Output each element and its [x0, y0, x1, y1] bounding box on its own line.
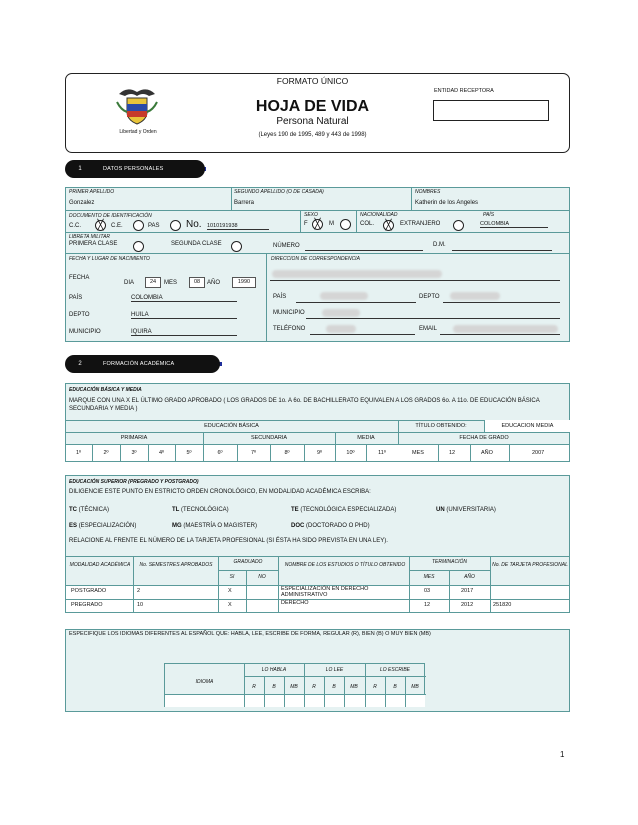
card-note: RELACIONE AL FRENTE EL NÚMERO DE LA TARJETA PROFESIONAL (SI ÉSTA HA SIDO PREVISTA EN UNA LEY).	[69, 538, 388, 544]
birth-dept-label: DEPTO	[69, 312, 90, 318]
col-terminacion: TERMINACIÓN	[432, 559, 467, 565]
mod-te-code: TE	[291, 507, 299, 513]
titulo-obtenido-label: TÍTULO OBTENIDO:	[415, 423, 467, 429]
mod-doc-code: DOC	[291, 523, 305, 529]
address-label: DIRECCION DE CORRESPONDENCIA	[271, 256, 360, 262]
higher-edu-mes-cell[interactable]: 03	[424, 588, 431, 594]
section-1-header	[65, 160, 205, 178]
lang-level-b-header: B	[272, 684, 276, 690]
first-class-label: PRIMERA CLASE	[69, 241, 118, 247]
mod-te-text: (TECNOLÓGICA ESPECIALIZADA)	[300, 507, 397, 513]
id-number-field[interactable]: 1010191938	[207, 223, 269, 230]
lang-level-mb-header: MB	[350, 684, 358, 690]
year-label: AÑO	[207, 280, 221, 286]
lang-instructions: ESPECIFIQUE LOS IDIOMAS DIFERENTES AL ESPAÑOL QUE: HABLA, LEE, ESCRIBE DE FORMA, REGULAR (R), BIEN (B) O MUY BIEN (MB)	[69, 631, 431, 637]
address-redacted	[272, 270, 442, 278]
sex-f-check-mark: ╳	[314, 219, 321, 230]
lang-level-b-header: B	[332, 684, 336, 690]
grade-cell[interactable]: 2º	[103, 450, 109, 456]
grad-ano-label: AÑO	[481, 450, 493, 456]
grad-mes-label: MES	[412, 450, 424, 456]
mod-mg-code: MG	[172, 523, 182, 529]
higher-edu-mes-cell[interactable]: 12	[424, 602, 431, 608]
entity-input[interactable]	[433, 100, 549, 121]
military-number-label: NÚMERO	[273, 243, 300, 249]
grade-cell[interactable]: 1º	[75, 450, 82, 456]
col-graduado: GRADUADO	[233, 559, 263, 565]
addr-country-label: PAÍS	[273, 294, 287, 300]
first-class-radio[interactable]	[133, 241, 144, 252]
basic-instructions: MARQUE CON UNA X EL ÚLTIMO GRADO APROBADO ( LOS GRADOS DE 1o. A 6o. DE BACHILLERATO EQUIVALEN A LOS GRADOS 6o. A 11o. DE EDUCACIÓN BÁSICA SECUNDARIA Y MEDIA )	[69, 398, 540, 412]
addr-muni-label: MUNICIPIO	[273, 310, 305, 316]
mod-tc-code: TC	[69, 507, 77, 513]
country-label: PAÍS	[483, 212, 495, 218]
entity-label: ENTIDAD RECEPTORA	[434, 88, 494, 94]
coat-of-arms-logo	[113, 82, 161, 130]
titulo-obtenido-field[interactable]: EDUCACION MEDIA	[484, 420, 570, 432]
grade-cell[interactable]: 10º	[346, 450, 355, 456]
lang-level-r-header: R	[373, 684, 377, 690]
second-surname-label: SEGUNDO APELLIDO (O DE CASADA)	[234, 189, 324, 195]
first-surname-label: PRIMER APELLIDO	[69, 189, 115, 195]
col-lo-escribe: LO ESCRIBE	[379, 667, 410, 673]
month-label: MES	[164, 280, 178, 286]
higher-edu-mod-cell[interactable]: POSTGRADO	[71, 588, 107, 594]
year-field[interactable]: 1990	[232, 277, 256, 288]
nat-ext-label: EXTRANJERO	[400, 221, 441, 227]
first-surname-field[interactable]: Gonzalez	[69, 200, 95, 206]
mod-es-text: (ESPECIALIZACIÓN)	[78, 523, 137, 529]
grade-cell[interactable]: 4º	[158, 450, 165, 456]
seal-caption: Libertad y Orden	[119, 129, 157, 135]
sup-title: EDUCACIÓN SUPERIOR (PREGRADO Y POSTGRADO)	[69, 479, 199, 485]
col-tarjeta: No. DE TARJETA PROFESIONAL	[492, 562, 568, 568]
ce-label: C.E.	[111, 223, 123, 229]
grad-ano-value[interactable]: 2007	[532, 450, 545, 456]
lang-level-mb-header: MB	[290, 684, 298, 690]
col-lo-lee: LO LEE	[325, 667, 344, 673]
birth-muni-label: MUNICIPIO	[69, 329, 101, 335]
addr-dept-label: DEPTO	[419, 294, 440, 300]
grade-cell[interactable]: 5º	[186, 450, 192, 456]
birth-country-label: PAÍS	[69, 295, 83, 301]
addr-muni-field[interactable]	[306, 318, 560, 319]
lang-level-r-header: R	[252, 684, 256, 690]
section-2-title: FORMACIÓN ACADÉMICA	[103, 361, 175, 367]
language-row-1[interactable]	[165, 695, 425, 707]
day-label: DIA	[124, 280, 135, 286]
higher-edu-sem-cell[interactable]: 2	[137, 588, 141, 594]
email-redacted	[453, 325, 558, 333]
lang-level-mb-header: MB	[411, 684, 419, 690]
col-idioma: IDIOMA	[195, 679, 214, 685]
grad-mes-value[interactable]: 12	[449, 450, 456, 456]
addr-dept-redacted	[450, 292, 500, 300]
mod-tl-code: TL	[172, 507, 180, 513]
col-no: NO	[258, 574, 266, 580]
nat-ext-radio[interactable]	[453, 220, 464, 231]
laws-note: (Leyes 190 de 1995, 489 y 443 de 1998)	[258, 132, 367, 138]
sex-m-radio[interactable]	[340, 219, 351, 230]
section-2-header	[65, 355, 220, 373]
nat-col-check-mark: ╳	[385, 220, 392, 231]
primaria-header: PRIMARIA	[120, 435, 148, 441]
higher-edu-si-cell[interactable]: X	[228, 588, 232, 594]
names-label: NOMBRES	[415, 189, 441, 195]
nationality-label: NACIONALIDAD	[360, 212, 398, 218]
mod-mg-text: (MAESTRÍA O MAGISTER)	[183, 523, 258, 529]
edu-basica-header: EDUCACIÓN BÁSICA	[204, 423, 259, 429]
phone-field[interactable]	[310, 334, 415, 335]
section-1-title: DATOS PERSONALES	[103, 166, 164, 172]
sup-instructions: DILIGENCIE ESTE PUNTO EN ESTRICTO ORDEN CRONOLÓGICO, EN MODALIDAD ACADÉMICA ESCRIBA:	[69, 489, 371, 495]
languages-table	[164, 663, 425, 707]
mod-doc-text: (DOCTORADO O PHD)	[306, 523, 370, 529]
mod-tc-text: (TÉCNICA)	[78, 507, 110, 513]
dm-field[interactable]	[452, 250, 552, 251]
media-header: MEDIA	[357, 435, 375, 441]
mod-un-code: UN	[436, 507, 445, 513]
id-doc-label: DOCUMENTO DE IDENTIFICACIÓN	[69, 213, 152, 219]
page-subtitle: Persona Natural	[276, 116, 349, 127]
addr-country-field[interactable]	[296, 302, 416, 303]
lang-level-r-header: R	[312, 684, 316, 690]
email-label: EMAIL	[419, 326, 438, 332]
higher-edu-card-cell[interactable]: 251820	[493, 602, 512, 608]
grade-cell[interactable]: 6º	[217, 450, 223, 456]
names-field[interactable]: Katherin de los Angeles	[415, 200, 479, 206]
sex-f-label: F	[304, 221, 308, 227]
higher-edu-ano-cell[interactable]: 2017	[461, 588, 474, 594]
cc-check-mark: ╳	[97, 220, 104, 231]
col-mes: MES	[423, 574, 435, 580]
month-field[interactable]: 08	[189, 277, 205, 288]
addr-dept-field[interactable]	[443, 302, 560, 303]
secundaria-header: SECUNDARIA	[250, 435, 288, 441]
second-class-radio[interactable]	[231, 241, 242, 252]
mod-es-code: ES	[69, 523, 78, 529]
dm-label: D.M.	[433, 242, 446, 248]
page-title: HOJA DE VIDA	[255, 98, 370, 115]
birth-dept-field[interactable]: HUILA	[131, 312, 237, 319]
col-semestres: No. SEMESTRES APROBADOS	[139, 562, 213, 568]
addr-country-redacted	[320, 292, 368, 300]
grade-cell[interactable]: 7º	[250, 450, 257, 456]
grade-cell[interactable]: 11º	[378, 450, 386, 456]
day-field[interactable]: 24	[145, 277, 161, 288]
section-2-number: 2	[78, 361, 82, 367]
basic-title: EDUCACIÓN BÁSICA Y MEDIA	[69, 387, 142, 393]
birth-muni-field[interactable]: IQUIRA	[131, 329, 237, 336]
grade-cell[interactable]: 8º	[284, 450, 290, 456]
col-modalidad: MODALIDAD ACADÉMICA	[69, 562, 131, 568]
fecha-grado-header: FECHA DE GRADO	[459, 435, 509, 441]
higher-edu-sem-cell[interactable]: 10	[137, 602, 144, 608]
address-field[interactable]	[270, 280, 560, 281]
second-surname-field[interactable]: Barrera	[234, 200, 255, 206]
birth-country-field[interactable]: COLOMBIA	[131, 295, 237, 302]
birth-label: FECHA Y LUGAR DE NACIMIENTO	[69, 256, 150, 262]
nat-col-label: COL.	[360, 221, 375, 227]
id-number-label: No.	[186, 219, 202, 230]
page-number: 1	[560, 750, 565, 759]
higher-edu-name-cell[interactable]: DERECHO	[281, 600, 309, 606]
country-field[interactable]: COLOMBIA	[480, 221, 548, 228]
phone-redacted	[326, 325, 356, 333]
lang-level-b-header: B	[393, 684, 397, 690]
military-label: LIBRETA MILITAR	[69, 234, 111, 240]
mod-tl-text: (TECNOLÓGICA)	[181, 507, 229, 513]
col-lo-habla: LO HABLA	[261, 667, 287, 673]
col-nombre: NOMBRE DE LOS ESTUDIOS O TÍTULO OBTENIDO	[284, 562, 406, 568]
date-label: FECHA	[69, 275, 90, 281]
higher-edu-si-cell[interactable]: X	[228, 602, 232, 608]
col-ano: AÑO	[464, 574, 475, 580]
format-label: FORMATO ÚNICO	[276, 76, 349, 86]
military-number-field[interactable]	[305, 250, 423, 251]
grade-cell[interactable]: 3º	[131, 450, 137, 456]
pas-radio[interactable]	[170, 220, 181, 231]
col-si: SI	[229, 574, 235, 580]
addr-muni-redacted	[322, 309, 360, 317]
phone-label: TELÉFONO	[273, 326, 306, 332]
higher-edu-mod-cell[interactable]: PREGRADO	[71, 602, 103, 608]
second-class-label: SEGUNDA CLASE	[171, 241, 222, 247]
cc-label: C.C.	[69, 223, 81, 229]
higher-edu-name-cell[interactable]: ESPECIALIZACIÓN EN DERECHO ADMINISTRATIVO	[281, 586, 369, 598]
ce-radio[interactable]	[133, 220, 144, 231]
grade-cell[interactable]: 9º	[316, 450, 323, 456]
sex-label: SEXO	[304, 212, 318, 218]
higher-edu-ano-cell[interactable]: 2012	[461, 602, 474, 608]
section-1-number: 1	[78, 166, 82, 172]
pas-label: PAS	[148, 223, 160, 229]
sex-m-label: M	[329, 221, 334, 227]
email-field[interactable]	[440, 334, 560, 335]
mod-un-text: (UNIVERSITARIA)	[446, 507, 496, 513]
